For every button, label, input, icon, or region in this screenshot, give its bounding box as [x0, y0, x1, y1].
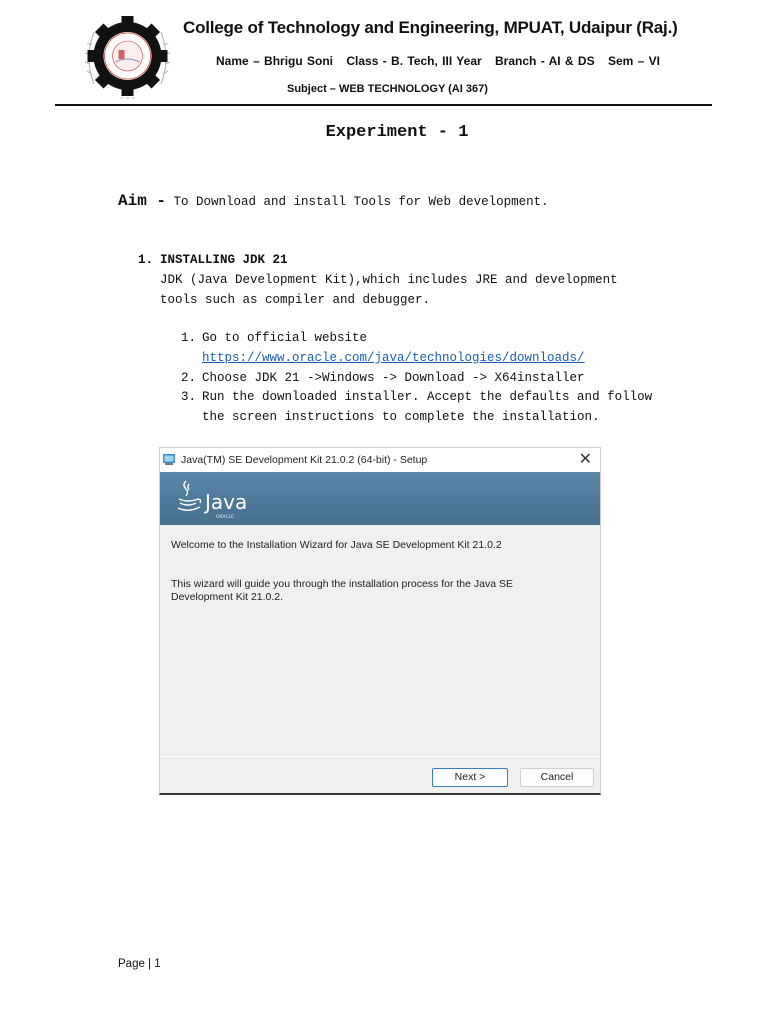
- cancel-button[interactable]: Cancel: [520, 768, 594, 787]
- college-title: College of Technology and Engineering, MPUAT, Udaipur (Raj.): [183, 18, 678, 37]
- aim-text: To Download and install Tools for Web development.: [166, 195, 549, 209]
- student-branch: Branch - AI & DS: [495, 54, 595, 68]
- page-number: Page | 1: [118, 958, 161, 970]
- step-number: 2.: [181, 370, 197, 385]
- student-sem: Sem – VI: [607, 54, 660, 68]
- student-info: [216, 54, 669, 68]
- step-text: the screen instructions to complete the installation.: [202, 410, 600, 425]
- close-icon[interactable]: ✕: [578, 451, 592, 468]
- subject-line: Subject – WEB TECHNOLOGY (AI 367): [287, 83, 488, 95]
- step-text: Go to official website: [202, 331, 368, 345]
- step-item: [181, 329, 652, 369]
- installer-app-icon: [163, 454, 175, 465]
- welcome-message: Welcome to the Installation Wizard for Java SE Development Kit 21.0.2: [171, 539, 502, 551]
- aim-statement: [118, 192, 549, 210]
- dialog-title: Java(TM) SE Development Kit 21.0.2 (64-bit) - Setup: [181, 454, 428, 466]
- section-heading: INSTALLING JDK 21: [160, 253, 288, 267]
- header-divider: [55, 104, 712, 106]
- next-button[interactable]: Next >: [432, 768, 508, 787]
- oracle-downloads-link[interactable]: https://www.oracle.com/java/technologies/downloads/: [202, 350, 585, 365]
- experiment-title: Experiment - 1: [325, 123, 469, 142]
- steps-list: [181, 329, 652, 428]
- svg-text:ORACLE: ORACLE: [216, 515, 234, 520]
- step-item: [181, 369, 652, 389]
- college-emblem-icon: [80, 14, 175, 102]
- java-logo-icon: [176, 477, 256, 521]
- java-banner: [160, 472, 600, 525]
- aim-label: Aim -: [118, 192, 167, 210]
- dialog-titlebar: [160, 448, 600, 472]
- svg-text:Java: Java: [205, 490, 248, 514]
- jdk-setup-dialog: [159, 447, 601, 795]
- wizard-description: This wizard will guide you through the installation process for the Java SE Development Kit 21.0.2.: [171, 578, 514, 603]
- step-text: Choose JDK 21 ->Windows -> Download -> X64installer: [202, 370, 585, 385]
- section-description-line: tools such as compiler and debugger.: [160, 292, 431, 307]
- student-name: Name – Bhrigu Soni: [216, 54, 334, 68]
- section-number: 1.: [138, 253, 154, 267]
- step-number: 1.: [181, 331, 197, 345]
- student-class: Class - B. Tech, III Year: [346, 54, 482, 68]
- step-item: [181, 388, 652, 428]
- section-description-line: JDK (Java Development Kit),which includes JRE and development: [160, 272, 618, 287]
- step-number: 3.: [181, 390, 197, 405]
- step-text: Run the downloaded installer. Accept the defaults and follow: [202, 390, 653, 405]
- dialog-divider: [160, 756, 600, 757]
- svg-text:~ ~ ~: ~ ~ ~: [119, 96, 136, 102]
